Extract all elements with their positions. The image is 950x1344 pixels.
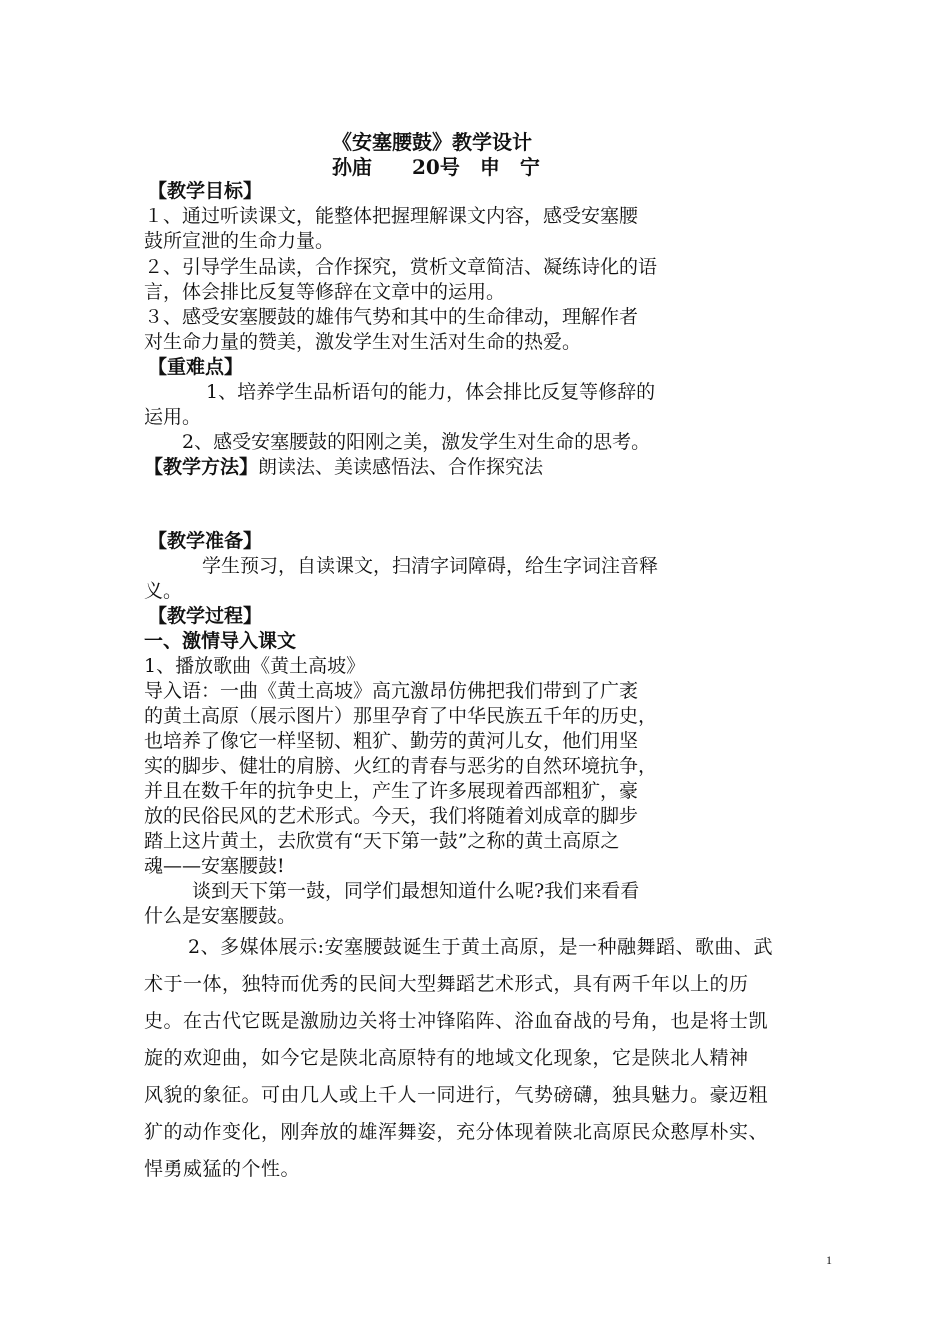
objective-line: 言，体会排比反复等修辞在文章中的运用。 [144,281,506,303]
question-line: 什么是安塞腰鼓。 [144,905,297,927]
preparation-line: 学生预习，自读课文，扫清字词障碍，给生字词注音释 [202,555,659,577]
methods-heading: 【教学方法】 [144,456,259,478]
objective-line: ２、引导学生品读，合作探究，赏析文章简洁、凝练诗化的语 [144,256,658,278]
key-point-line: 1、培养学生品析语句的能力，体会排比反复等修辞的 [206,381,656,403]
intro-line: 的黄土高原（展示图片）那里孕育了中华民族五千年的历史， [144,705,658,727]
intro-line: 并且在数千年的抗争史上，产生了许多展现着西部粗犷，豪 [144,780,639,802]
media-line: 悍勇威猛的个性。 [144,1158,301,1180]
page-number: 1 [826,1253,832,1267]
methods-line [144,456,543,478]
preparation-heading: 【教学准备】 [148,530,263,552]
objective-line: ３、感受安塞腰鼓的雄伟气势和其中的生命律动，理解作者 [144,306,639,328]
process-heading: 【教学过程】 [148,605,263,627]
objectives-heading: 【教学目标】 [148,180,263,202]
intro-line: 实的脚步、健壮的肩膀、火红的青春与恶劣的自然环境抗争， [144,755,658,777]
media-line: 史。在古代它既是激励边关将士冲锋陷阵、浴血奋战的号角，也是将士凯 [144,1010,769,1032]
document-title: 《安塞腰鼓》教学设计 [332,130,532,154]
intro-line: 放的民俗民风的艺术形式。今天，我们将随着刘成章的脚步 [144,805,639,827]
media-line: 旋的欢迎曲，如今它是陕北高原特有的地域文化现象，它是陕北人精神 [144,1047,749,1069]
objective-line: １、通过听读课文，能整体把握理解课文内容，感受安塞腰 [144,205,639,227]
media-line: 犷的动作变化，刚奔放的雄浑舞姿，充分体现着陕北高原民众憨厚朴实、 [144,1121,769,1143]
key-points-heading: 【重难点】 [148,356,244,378]
key-point-line: 2、感受安塞腰鼓的阳刚之美，激发学生对生命的思考。 [182,431,651,453]
intro-line: 踏上这片黄土，去欣赏有“天下第一鼓”之称的黄土高原之 [144,830,620,852]
media-line: 2、多媒体展示:安塞腰鼓诞生于黄土高原，是一种融舞蹈、歌曲、武 [188,936,773,958]
media-line: 术于一体，独特而优秀的民间大型舞蹈艺术形式，具有两千年以上的历 [144,973,749,995]
methods-text: 朗读法、美读感悟法、合作探究法 [258,456,544,478]
preparation-line: 义。 [144,580,183,602]
objective-line: 鼓所宣泄的生命力量。 [144,230,335,252]
intro-line: 魂——安塞腰鼓! [144,855,285,877]
section-heading: 一、激情导入课文 [144,630,297,652]
media-line: 风貌的象征。可由几人或上千人一同进行，气势磅礴，独具魅力。豪迈粗 [144,1084,769,1106]
intro-line: 也培养了像它一样坚韧、粗犷、勤劳的黄河儿女，他们用坚 [144,730,639,752]
objective-line: 对生命力量的赞美，激发学生对生活对生命的热爱。 [144,331,582,353]
author-line: 孙庙 20号 申 宁 [332,155,540,179]
question-line: 谈到天下第一鼓，同学们最想知道什么呢?我们来看看 [192,880,640,902]
intro-line: 导入语：一曲《黄土高坡》高亢激昂仿佛把我们带到了广袤 [144,680,639,702]
step-item: 1、播放歌曲《黄土高坡》 [144,655,366,677]
key-point-line: 运用。 [144,406,202,428]
